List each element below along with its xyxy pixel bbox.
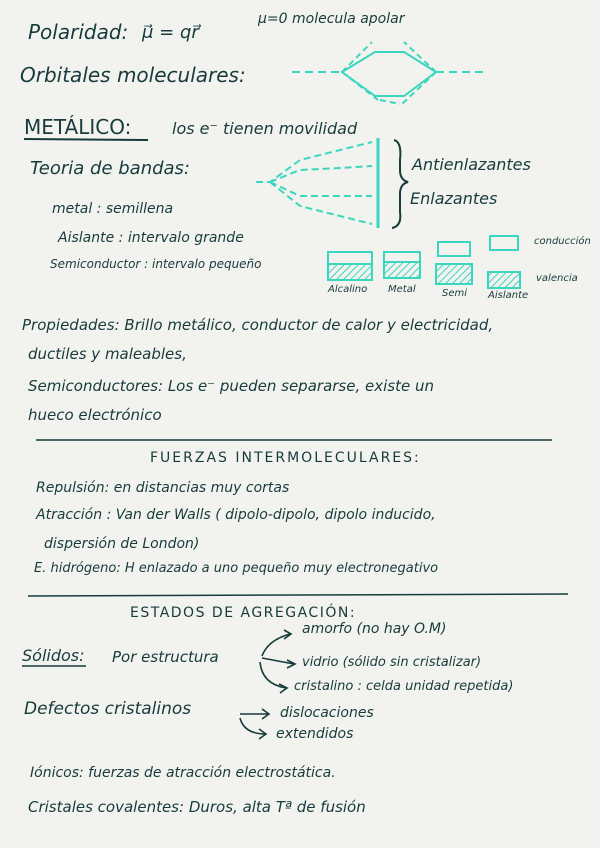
apolar-note: μ=0 molecula apolar — [258, 11, 405, 27]
atraccion-line2: dispersión de London) — [44, 536, 200, 552]
propiedades-line1: Propiedades: Brillo metálico, conductor de calor y electricidad, — [22, 316, 494, 334]
defectos-branch-arrows — [240, 709, 269, 739]
semi-conduction-band — [438, 242, 470, 256]
hidrogeno-line: E. hidrógeno: H enlazado a uno pequeño muy electronegativo — [34, 561, 439, 576]
aislante-conduction-band — [490, 236, 518, 250]
metal-note: metal : semillena — [52, 201, 174, 217]
extendidos-branch: extendidos — [276, 726, 354, 742]
teoria-bandas-label: Teoria de bandas: — [30, 158, 190, 179]
cristalino-branch: cristalino : celda unidad repetida) — [294, 679, 514, 694]
polaridad-label: Polaridad: — [28, 20, 129, 44]
atraccion-line1: Atracción : Van der Walls ( dipolo-dipolo, dipolo inducido, — [36, 507, 436, 523]
semi-valence-band — [436, 264, 472, 284]
band-brace — [392, 140, 408, 228]
aislante-valence-band — [488, 272, 520, 288]
enlazantes-label: Enlazantes — [410, 189, 498, 208]
band-theory-diagram — [256, 142, 372, 224]
dislocaciones-branch: dislocaciones — [280, 705, 374, 721]
solidos-label: Sólidos: — [22, 646, 85, 665]
por-estructura-label: Por estructura — [112, 648, 219, 666]
defectos-label: Defectos cristalinos — [24, 699, 192, 719]
repulsion-line: Repulsión: en distancias muy cortas — [36, 480, 290, 496]
metalico-title: METÁLICO: — [24, 115, 132, 139]
vidrio-branch: vidrio (sólido sin cristalizar) — [302, 655, 482, 670]
band-label-alcalino: Alcalino — [328, 284, 368, 295]
aislante-note: Aislante : intervalo grande — [58, 230, 244, 246]
semiconductores-line2: hueco electrónico — [28, 406, 162, 424]
section-divider-2 — [28, 594, 568, 596]
molecular-orbital-diagram — [292, 42, 486, 104]
band-label-conduccion: conducción — [534, 236, 591, 247]
band-boxes — [328, 236, 520, 288]
antienlazantes-label: Antienlazantes — [412, 155, 531, 174]
band-label-aislante: Aislante — [488, 290, 529, 301]
covalentes-line: Cristales covalentes: Duros, alta Tª de fusión — [28, 798, 366, 816]
semiconductor-note: Semiconductor : intervalo pequeño — [50, 257, 262, 271]
estados-title: ESTADOS DE AGREGACIÓN: — [130, 605, 357, 621]
dipole-formula: μ⃗ = qr⃗ — [142, 22, 199, 43]
solidos-branch-arrows — [260, 630, 295, 693]
amorfo-branch: amorfo (no hay O.M) — [302, 621, 447, 637]
semiconductores-line1: Semiconductores: Los e⁻ pueden separarse, existe un — [28, 377, 434, 395]
propiedades-line2: ductiles y maleables, — [28, 345, 187, 363]
orbitales-label: Orbitales moleculares: — [20, 63, 246, 87]
metalico-subtitle: los e⁻ tienen movilidad — [172, 119, 358, 138]
band-label-metal: Metal — [388, 284, 416, 295]
metalico-underline — [24, 139, 148, 140]
band-label-semi: Semi — [442, 288, 468, 299]
fuerzas-title: FUERZAS INTERMOLECULARES: — [150, 450, 421, 466]
band-label-valencia: valencia — [536, 273, 578, 284]
ionicos-line: Iónicos: fuerzas de atracción electrostática. — [30, 765, 336, 781]
